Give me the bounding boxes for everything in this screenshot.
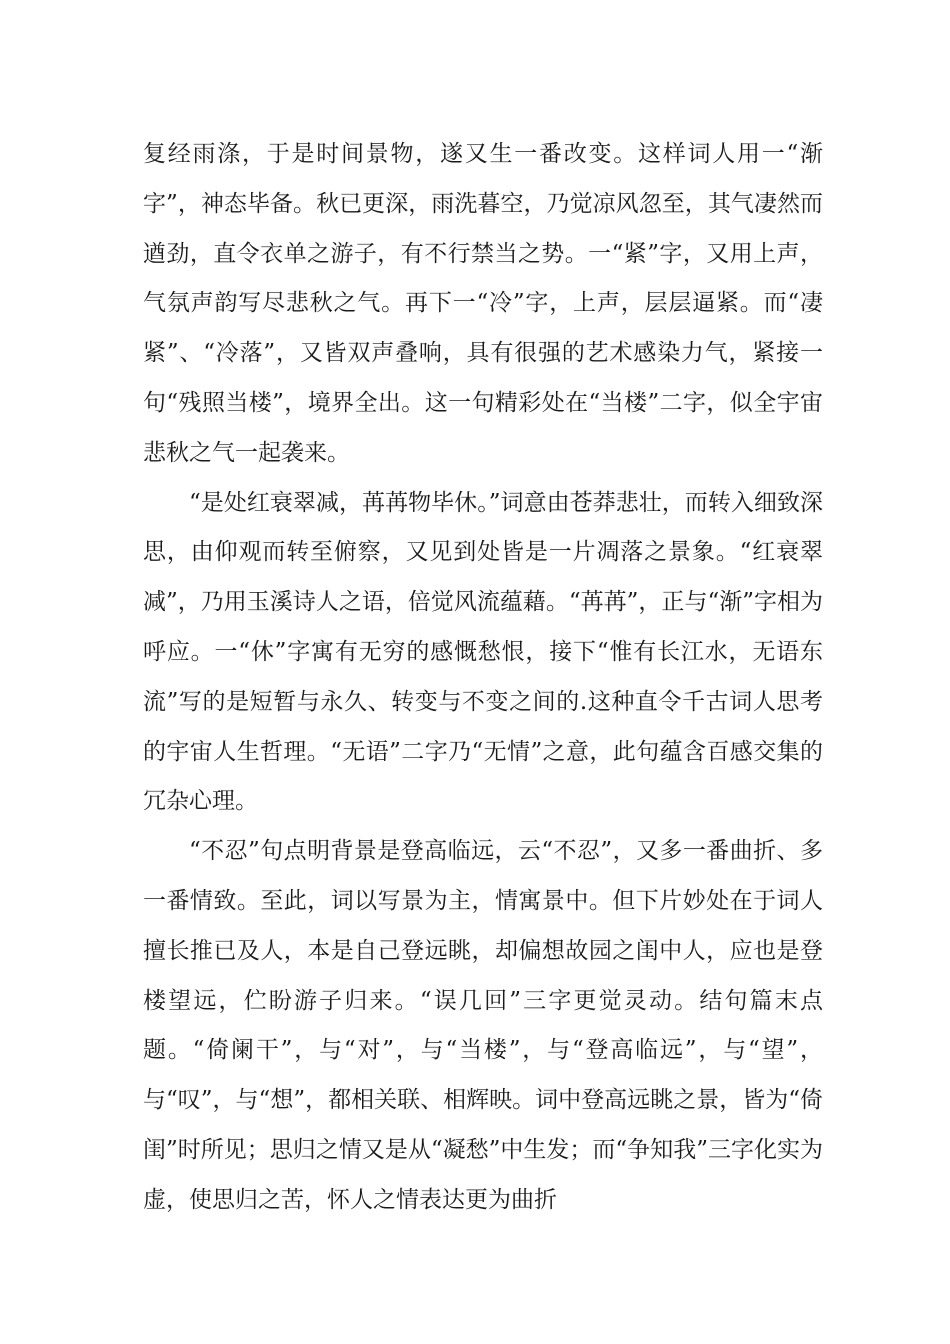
- paragraph-1: 复经雨涤，于是时间景物，遂又生一番改变。这样词人用一“渐字”，神态毕备。秋已更深，雨洗暮空，乃觉凉风忽至，其气凄然而遒劲，直令衣单之游子，有不行禁当之势。一“紧”字，又用上声，气氛声韵写尽悲秋之气。再下一“冷”字，上声，层层逼紧。而“凄紧”、“冷落”，又皆双声叠响，具有很强的艺术感染力气，紧接一句“残照当楼”，境界全出。这一句精彩处在“当楼”二字，似全宇宙悲秋之气一起袭来。: [143, 141, 823, 466]
- body-text: [143, 130, 823, 1226]
- paragraph-2: “是处红衰翠减，苒苒物毕休。”词意由苍莽悲壮，而转入细致深思，由仰观而转至俯察，又见到处皆是一片凋落之景象。“红衰翠减”，乃用玉溪诗人之语，倍觉风流蕴藉。“苒苒”，正与“渐”字相为呼应。一“休”字寓有无穷的感慨愁恨，接下“惟有长江水，无语东流”写的是短暂与永久、转变与不变之间的.这种直令千古词人思考的宇宙人生哲理。“无语”二字乃“无情”之意，此句蕴含百感交集的冗杂心理。: [143, 489, 823, 815]
- paragraph-3: “不忍”句点明背景是登高临远，云“不忍”，又多一番曲折、多一番情致。至此，词以写景为主，情寓景中。但下片妙处在于词人擅长推已及人，本是自己登远眺，却偏想故园之闺中人，应也是登楼望远，伫盼游子归来。“误几回”三字更觉灵动。结句篇末点题。“倚阑干”，与“对”，与“当楼”，与“登高临远”，与“望”，与“叹”，与“想”，都相关联、相辉映。词中登高远眺之景，皆为“倚闺”时所见；思归之情又是从“凝愁”中生发；而“争知我”三字化实为虚，使思归之苦，怀人之情表达更为曲折: [143, 838, 823, 1213]
